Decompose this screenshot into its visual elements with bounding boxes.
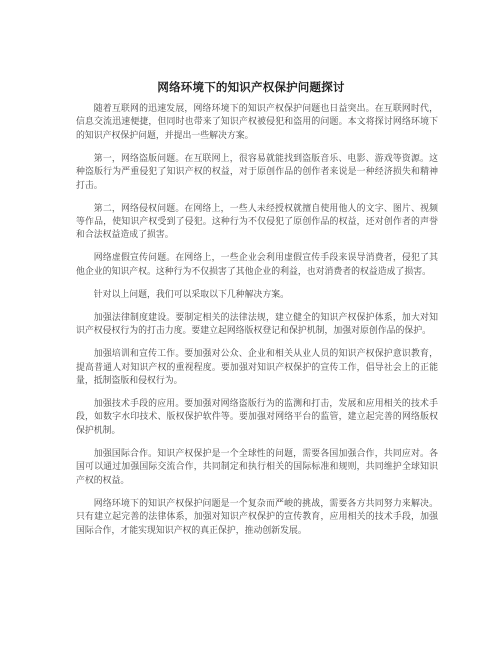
paragraph-international: 加强国际合作。知识产权保护是一个全球性的问题，需要各国加强合作，共同应对。各国可以通过加强国际交流合作，共同制定和执行相关的国际标准和规则，共同维护全球知识产权的权益。 (76, 448, 438, 486)
paragraph-intro: 随着互联网的迅速发展，网络环境下的知识产权保护问题也日益突出。在互联网时代，信息交流迅速便捷，但同时也带来了知识产权被侵犯和盗用的问题。本文将探讨网络环境下的知识产权保护问题，并提出一些解决方案。 (76, 104, 438, 141)
document-body (76, 103, 438, 548)
paragraph-piracy: 第一，网络盗版问题。在互联网上，很容易就能找到盗版音乐、电影、游戏等资源。这种盗版行为严重侵犯了知识产权的权益，对于原创作品的创作者来说是一种经济损失和精神打击。 (76, 153, 438, 191)
paragraph-training: 加强培训和宣传工作。要加强对公众、企业和相关从业人员的知识产权保护意识教育，提高普通人对知识产权的重视程度。要加强对知识产权保护的宣传工作，倡导社会上的正能量，抵制盗版和侵权行为。 (76, 349, 438, 387)
paragraph-solutions-intro: 针对以上问题，我们可以采取以下几种解决方案。 (93, 289, 290, 300)
paragraph-conclusion: 网络环境下的知识产权保护问题是一个复杂而严峻的挑战，需要各方共同努力来解决。只有建立起完善的法律体系，加强对知识产权保护的宣传教育，应用相关的技术手段，加强国际合作，才能实现知识产权的真正保护，推动创新发展。 (76, 498, 438, 536)
document-title: 网络环境下的知识产权保护问题探讨 (157, 80, 345, 94)
paragraph-infringement: 第二，网络侵权问题。在网络上，一些人未经授权就擅自使用他人的文字、图片、视频等作品，使知识产权受到了侵犯。这种行为不仅侵犯了原创作品的权益，还对创作者的声誉和合法权益造成了损害。 (76, 203, 438, 241)
paragraph-false-advertising: 网络虚假宣传问题。在网络上，一些企业会利用虚假宣传手段来误导消费者，侵犯了其他企业的知识产权。这种行为不仅损害了其他企业的利益，也对消费者的权益造成了损害。 (76, 253, 438, 277)
paragraph-technology: 加强技术手段的应用。要加强对网络盗版行为的监测和打击，发展和应用相关的技术手段，如数字水印技术、版权保护软件等。要加强对网络平台的监管，建立起完善的网络版权保护机制。 (76, 399, 438, 436)
paragraph-legal-system: 加强法律制度建设。要制定相关的法律法规，建立健全的知识产权保护体系，加大对知识产权侵权行为的打击力度。要建立起网络版权登记和保护机制，加强对原创作品的保护。 (76, 312, 438, 337)
